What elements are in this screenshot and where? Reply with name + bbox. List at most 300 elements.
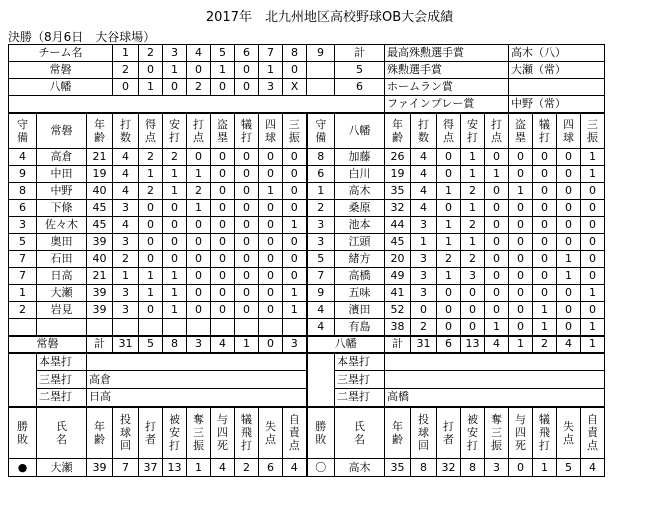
player-stat: 0 xyxy=(163,251,187,268)
player-stat: 0 xyxy=(283,149,307,166)
extra-hit-label: 本塁打 xyxy=(37,353,87,371)
age-header: 年 齢 xyxy=(385,113,411,149)
player-age: 32 xyxy=(385,200,411,217)
player-stat: 1 xyxy=(163,166,187,183)
inning-header: 7 xyxy=(259,45,283,62)
player-stat: 0 xyxy=(485,234,509,251)
team-header: チーム名 xyxy=(9,45,113,62)
pitching-stat-header: 投 球 回 xyxy=(411,407,437,459)
player-age: 49 xyxy=(385,268,411,285)
player-stat: 0 xyxy=(211,302,235,319)
player-age: 20 xyxy=(385,251,411,268)
player-stat: 0 xyxy=(259,302,283,319)
player-position xyxy=(9,319,37,336)
player-position: 3 xyxy=(307,217,335,234)
team-total: 5 xyxy=(335,62,385,79)
player-stat: 0 xyxy=(163,200,187,217)
award-label: ファインプレー賞 xyxy=(385,96,509,113)
player-age: 39 xyxy=(87,302,113,319)
pitcher-stat: 32 xyxy=(437,459,461,477)
player-age: 21 xyxy=(87,149,113,166)
player-stat: 0 xyxy=(211,234,235,251)
team-total-stat: 0 xyxy=(259,336,283,353)
inning-score: 0 xyxy=(187,62,211,79)
player-stat: 0 xyxy=(581,251,605,268)
player-stat: 0 xyxy=(485,183,509,200)
player-position: 9 xyxy=(9,166,37,183)
player-stat: 1 xyxy=(283,217,307,234)
page-title: 2017年 北九州地区高校野球OB大会成績 xyxy=(205,10,454,25)
batting-stat-header: 盗 塁 xyxy=(211,113,235,149)
inning-score: X xyxy=(283,79,307,96)
score-table xyxy=(8,44,605,477)
player-stat: 0 xyxy=(211,217,235,234)
player-stat xyxy=(259,319,283,336)
extra-hit-players: 日高 xyxy=(87,389,307,407)
result-header: 勝 敗 xyxy=(9,407,37,459)
player-stat: 0 xyxy=(211,268,235,285)
player-stat: 0 xyxy=(211,166,235,183)
pitching-stat-header: 打 者 xyxy=(139,407,163,459)
team-total-stat: 31 xyxy=(113,336,139,353)
player-stat: 1 xyxy=(139,285,163,302)
batting-stat-header: 打 点 xyxy=(485,113,509,149)
team-total-stat: 1 xyxy=(235,336,259,353)
player-age xyxy=(87,319,113,336)
team-total-stat: 31 xyxy=(411,336,437,353)
position-header: 守 備 xyxy=(9,113,37,149)
player-stat: 0 xyxy=(235,251,259,268)
player-stat: 4 xyxy=(113,217,139,234)
pitcher-stat: 6 xyxy=(259,459,283,477)
player-name: 池本 xyxy=(335,217,385,234)
award-value xyxy=(509,79,605,96)
player-stat: 0 xyxy=(509,234,533,251)
player-stat: 0 xyxy=(163,217,187,234)
team-total: 6 xyxy=(335,79,385,96)
player-stat: 0 xyxy=(509,302,533,319)
inning-score: 0 xyxy=(113,79,139,96)
player-stat: 1 xyxy=(163,268,187,285)
player-stat: 2 xyxy=(461,217,485,234)
player-stat: 1 xyxy=(509,183,533,200)
player-stat: 0 xyxy=(509,166,533,183)
inning-header: 8 xyxy=(283,45,307,62)
player-name: 桑原 xyxy=(335,200,385,217)
player-stat: 0 xyxy=(533,234,557,251)
pitching-stat-header: 被 安 打 xyxy=(163,407,187,459)
player-stat: 2 xyxy=(163,149,187,166)
team-total-name: 八幡 xyxy=(307,336,385,353)
player-stat: 0 xyxy=(211,183,235,200)
award-label: ホームラン賞 xyxy=(385,79,509,96)
player-position: 2 xyxy=(9,302,37,319)
player-stat: 1 xyxy=(163,285,187,302)
player-position: 2 xyxy=(307,200,335,217)
player-name: 大瀬 xyxy=(37,285,87,302)
player-stat: 3 xyxy=(113,285,139,302)
player-stat: 0 xyxy=(259,251,283,268)
extra-hit-spacer xyxy=(307,389,335,407)
player-position: 4 xyxy=(307,319,335,336)
team-total-name: 常磐 xyxy=(9,336,87,353)
player-stat: 3 xyxy=(411,217,437,234)
player-stat: 0 xyxy=(283,200,307,217)
player-age: 45 xyxy=(385,234,411,251)
player-stat: 2 xyxy=(139,183,163,200)
player-stat: 1 xyxy=(461,166,485,183)
inning-score: 0 xyxy=(211,79,235,96)
player-stat: 0 xyxy=(581,234,605,251)
player-position: 4 xyxy=(307,302,335,319)
batting-stat-header: 得 点 xyxy=(139,113,163,149)
player-stat: 0 xyxy=(259,217,283,234)
player-stat: 3 xyxy=(113,234,139,251)
extra-hit-spacer xyxy=(307,353,335,371)
player-stat xyxy=(163,319,187,336)
extra-hit-spacer xyxy=(307,371,335,389)
player-stat: 0 xyxy=(581,183,605,200)
player-stat: 4 xyxy=(113,183,139,200)
player-stat: 0 xyxy=(509,200,533,217)
pitcher-stat: 0 xyxy=(509,459,533,477)
player-name: 石田 xyxy=(37,251,87,268)
player-stat: 1 xyxy=(187,166,211,183)
player-stat: 0 xyxy=(187,302,211,319)
player-name: 下條 xyxy=(37,200,87,217)
player-age: 45 xyxy=(87,200,113,217)
player-name xyxy=(37,319,87,336)
player-stat: 0 xyxy=(235,200,259,217)
extra-hit-label: 三塁打 xyxy=(335,371,385,389)
player-age: 39 xyxy=(87,234,113,251)
player-stat: 0 xyxy=(485,285,509,302)
player-age: 39 xyxy=(87,285,113,302)
player-stat: 1 xyxy=(485,319,509,336)
player-stat: 0 xyxy=(581,200,605,217)
player-position: 3 xyxy=(9,217,37,234)
player-position: 1 xyxy=(307,183,335,200)
inning-score: 1 xyxy=(259,62,283,79)
inning-header: 1 xyxy=(113,45,139,62)
player-stat: 1 xyxy=(437,217,461,234)
player-stat: 0 xyxy=(163,234,187,251)
player-stat xyxy=(211,319,235,336)
player-name: 中田 xyxy=(37,166,87,183)
inning-score: 0 xyxy=(139,62,163,79)
player-stat: 0 xyxy=(211,149,235,166)
player-stat xyxy=(113,319,139,336)
player-stat: 3 xyxy=(113,200,139,217)
award-value: 中野（常） xyxy=(509,96,605,113)
pitcher-age-header: 年 齢 xyxy=(87,407,113,459)
player-stat: 0 xyxy=(187,268,211,285)
inning-score: 2 xyxy=(113,62,139,79)
player-stat: 0 xyxy=(235,183,259,200)
player-stat: 0 xyxy=(509,285,533,302)
player-stat: 2 xyxy=(113,251,139,268)
game-subtitle: 決勝（8月6日 大谷球場） xyxy=(8,30,156,44)
player-stat: 1 xyxy=(581,285,605,302)
player-stat: 0 xyxy=(557,217,581,234)
player-stat: 0 xyxy=(211,200,235,217)
player-age: 45 xyxy=(87,217,113,234)
inning-score: 0 xyxy=(235,62,259,79)
player-stat: 0 xyxy=(211,285,235,302)
pitcher-stat: 1 xyxy=(187,459,211,477)
player-stat: 0 xyxy=(461,319,485,336)
player-stat: 0 xyxy=(139,251,163,268)
player-stat: 4 xyxy=(411,183,437,200)
player-stat: 0 xyxy=(139,200,163,217)
player-stat: 0 xyxy=(283,251,307,268)
player-stat: 0 xyxy=(557,183,581,200)
team-total-stat: 13 xyxy=(461,336,485,353)
player-stat: 1 xyxy=(187,200,211,217)
player-stat: 0 xyxy=(259,234,283,251)
pitcher-stat: 7 xyxy=(113,459,139,477)
award-label: 最高殊勲選手賞 xyxy=(385,45,509,62)
player-stat xyxy=(187,319,211,336)
player-stat: 0 xyxy=(283,268,307,285)
batting-stat-header: 犠 打 xyxy=(235,113,259,149)
pitching-stat-header: 打 者 xyxy=(437,407,461,459)
player-stat: 0 xyxy=(235,285,259,302)
player-position: 5 xyxy=(9,234,37,251)
player-stat: 0 xyxy=(485,200,509,217)
player-stat: 4 xyxy=(113,166,139,183)
pitcher-age-header: 年 齢 xyxy=(385,407,411,459)
award-label: 殊勲選手賞 xyxy=(385,62,509,79)
player-stat: 0 xyxy=(509,251,533,268)
extra-hit-label: 二塁打 xyxy=(335,389,385,407)
player-stat: 4 xyxy=(411,200,437,217)
pitcher-stat: 37 xyxy=(139,459,163,477)
player-position: 8 xyxy=(9,183,37,200)
award-value: 大瀬（常） xyxy=(509,62,605,79)
player-stat: 1 xyxy=(533,302,557,319)
pitcher-stat: 1 xyxy=(533,459,557,477)
player-age: 35 xyxy=(385,183,411,200)
player-age: 26 xyxy=(385,149,411,166)
player-stat: 1 xyxy=(461,234,485,251)
win-loss-mark: 〇 xyxy=(307,459,335,477)
inning-score: 1 xyxy=(211,62,235,79)
player-stat: 3 xyxy=(411,285,437,302)
team-total-stat: 1 xyxy=(581,336,605,353)
team-total-stat: 6 xyxy=(437,336,461,353)
player-stat: 0 xyxy=(235,268,259,285)
player-stat: 0 xyxy=(283,234,307,251)
player-stat: 1 xyxy=(139,166,163,183)
pitcher-age: 39 xyxy=(87,459,113,477)
player-stat: 2 xyxy=(437,251,461,268)
total-label: 計 xyxy=(87,336,113,353)
inning-score: 0 xyxy=(163,79,187,96)
extra-hit-players xyxy=(87,353,307,371)
player-stat: 0 xyxy=(533,217,557,234)
player-stat: 1 xyxy=(259,183,283,200)
player-stat: 1 xyxy=(557,251,581,268)
player-stat: 0 xyxy=(437,200,461,217)
spacer xyxy=(9,96,385,113)
player-position: 8 xyxy=(307,149,335,166)
player-stat: 0 xyxy=(187,234,211,251)
player-stat: 0 xyxy=(581,217,605,234)
player-stat: 0 xyxy=(461,302,485,319)
inning-score: 0 xyxy=(235,79,259,96)
player-stat: 2 xyxy=(411,319,437,336)
player-stat: 0 xyxy=(533,166,557,183)
player-stat: 0 xyxy=(187,285,211,302)
team-total-stat: 4 xyxy=(485,336,509,353)
pitching-stat-header: 失 点 xyxy=(557,407,581,459)
player-stat: 0 xyxy=(485,302,509,319)
player-name: 日高 xyxy=(37,268,87,285)
player-name: 白川 xyxy=(335,166,385,183)
pitcher-stat: 4 xyxy=(283,459,307,477)
player-stat: 0 xyxy=(557,234,581,251)
player-stat: 0 xyxy=(259,166,283,183)
pitcher-stat: 3 xyxy=(485,459,509,477)
batting-stat-header: 三 振 xyxy=(581,113,605,149)
player-stat: 0 xyxy=(437,285,461,302)
player-stat: 0 xyxy=(187,149,211,166)
player-stat: 0 xyxy=(411,302,437,319)
pitching-stat-header: 犠 飛 打 xyxy=(533,407,557,459)
pitching-stat-header: 奪 三 振 xyxy=(485,407,509,459)
player-stat: 0 xyxy=(259,149,283,166)
team-name: 常磐 xyxy=(9,62,113,79)
player-stat: 0 xyxy=(235,166,259,183)
team-total-stat: 4 xyxy=(557,336,581,353)
player-stat: 0 xyxy=(283,166,307,183)
inning-header: 2 xyxy=(139,45,163,62)
player-stat: 0 xyxy=(533,285,557,302)
player-stat: 0 xyxy=(533,251,557,268)
player-stat: 0 xyxy=(259,268,283,285)
team-name: 八幡 xyxy=(9,79,113,96)
player-stat: 2 xyxy=(139,149,163,166)
player-stat: 0 xyxy=(557,166,581,183)
player-name: 濱田 xyxy=(335,302,385,319)
batting-stat-header: 打 数 xyxy=(113,113,139,149)
player-stat: 1 xyxy=(581,149,605,166)
extra-hit-players xyxy=(385,371,605,389)
player-name: 奥田 xyxy=(37,234,87,251)
player-age: 21 xyxy=(87,268,113,285)
pitching-stat-header: 犠 飛 打 xyxy=(235,407,259,459)
pitching-stat-header: 投 球 回 xyxy=(113,407,139,459)
team-label: 八幡 xyxy=(335,113,385,149)
player-stat: 1 xyxy=(113,268,139,285)
player-stat: 0 xyxy=(509,217,533,234)
player-position: 7 xyxy=(9,268,37,285)
player-stat: 0 xyxy=(283,183,307,200)
player-stat xyxy=(235,319,259,336)
player-stat: 0 xyxy=(437,166,461,183)
player-stat: 2 xyxy=(187,183,211,200)
player-position: 4 xyxy=(9,149,37,166)
player-name: 岩見 xyxy=(37,302,87,319)
pitcher-stat: 4 xyxy=(211,459,235,477)
player-stat xyxy=(139,319,163,336)
team-total-stat: 4 xyxy=(211,336,235,353)
batting-stat-header: 三 振 xyxy=(283,113,307,149)
player-position: 9 xyxy=(307,285,335,302)
total-label: 計 xyxy=(385,336,411,353)
team-total-stat: 8 xyxy=(163,336,187,353)
player-stat: 1 xyxy=(283,302,307,319)
pitcher-stat: 8 xyxy=(461,459,485,477)
player-stat: 0 xyxy=(139,234,163,251)
pitcher-stat: 8 xyxy=(411,459,437,477)
player-stat: 0 xyxy=(187,217,211,234)
player-position: 7 xyxy=(307,268,335,285)
player-stat: 0 xyxy=(581,302,605,319)
inning-score: 2 xyxy=(187,79,211,96)
extra-hit-players: 高橋 xyxy=(385,389,605,407)
batting-stat-header: 安 打 xyxy=(163,113,187,149)
player-stat: 1 xyxy=(485,166,509,183)
inning-header: 5 xyxy=(211,45,235,62)
batting-stat-header: 盗 塁 xyxy=(509,113,533,149)
player-stat: 0 xyxy=(509,149,533,166)
extra-hit-label: 二塁打 xyxy=(37,389,87,407)
player-age: 19 xyxy=(385,166,411,183)
extra-hit-label: 三塁打 xyxy=(37,371,87,389)
player-stat: 0 xyxy=(509,268,533,285)
player-stat: 0 xyxy=(259,285,283,302)
player-name: 高橋 xyxy=(335,268,385,285)
team-total-stat: 1 xyxy=(509,336,533,353)
player-stat: 1 xyxy=(581,166,605,183)
player-stat: 1 xyxy=(581,319,605,336)
inning-score xyxy=(307,79,335,96)
player-stat: 0 xyxy=(533,200,557,217)
batting-stat-header: 安 打 xyxy=(461,113,485,149)
position-header: 守 備 xyxy=(307,113,335,149)
player-position: 3 xyxy=(307,234,335,251)
extra-hit-players: 高倉 xyxy=(87,371,307,389)
player-position: 7 xyxy=(9,251,37,268)
pitching-stat-header: 自 責 点 xyxy=(283,407,307,459)
inning-header: 9 xyxy=(307,45,335,62)
player-position: 1 xyxy=(9,285,37,302)
player-stat: 0 xyxy=(557,285,581,302)
extra-hit-spacer xyxy=(9,371,37,389)
player-stat: 3 xyxy=(411,251,437,268)
inning-score: 0 xyxy=(283,62,307,79)
player-stat: 0 xyxy=(259,200,283,217)
batting-stat-header: 四 球 xyxy=(557,113,581,149)
player-stat: 1 xyxy=(437,183,461,200)
player-position: 5 xyxy=(307,251,335,268)
player-stat: 2 xyxy=(461,251,485,268)
player-stat: 0 xyxy=(533,183,557,200)
player-name: 有島 xyxy=(335,319,385,336)
player-stat: 0 xyxy=(139,217,163,234)
pitching-stat-header: 与 四 死 xyxy=(211,407,235,459)
player-age: 19 xyxy=(87,166,113,183)
pitching-stat-header: 被 安 打 xyxy=(461,407,485,459)
pitcher-name-header: 氏 名 xyxy=(335,407,385,459)
pitcher-stat: 13 xyxy=(163,459,187,477)
extra-hit-spacer xyxy=(9,353,37,371)
player-stat: 0 xyxy=(437,319,461,336)
inning-header: 6 xyxy=(235,45,259,62)
player-stat: 4 xyxy=(411,149,437,166)
